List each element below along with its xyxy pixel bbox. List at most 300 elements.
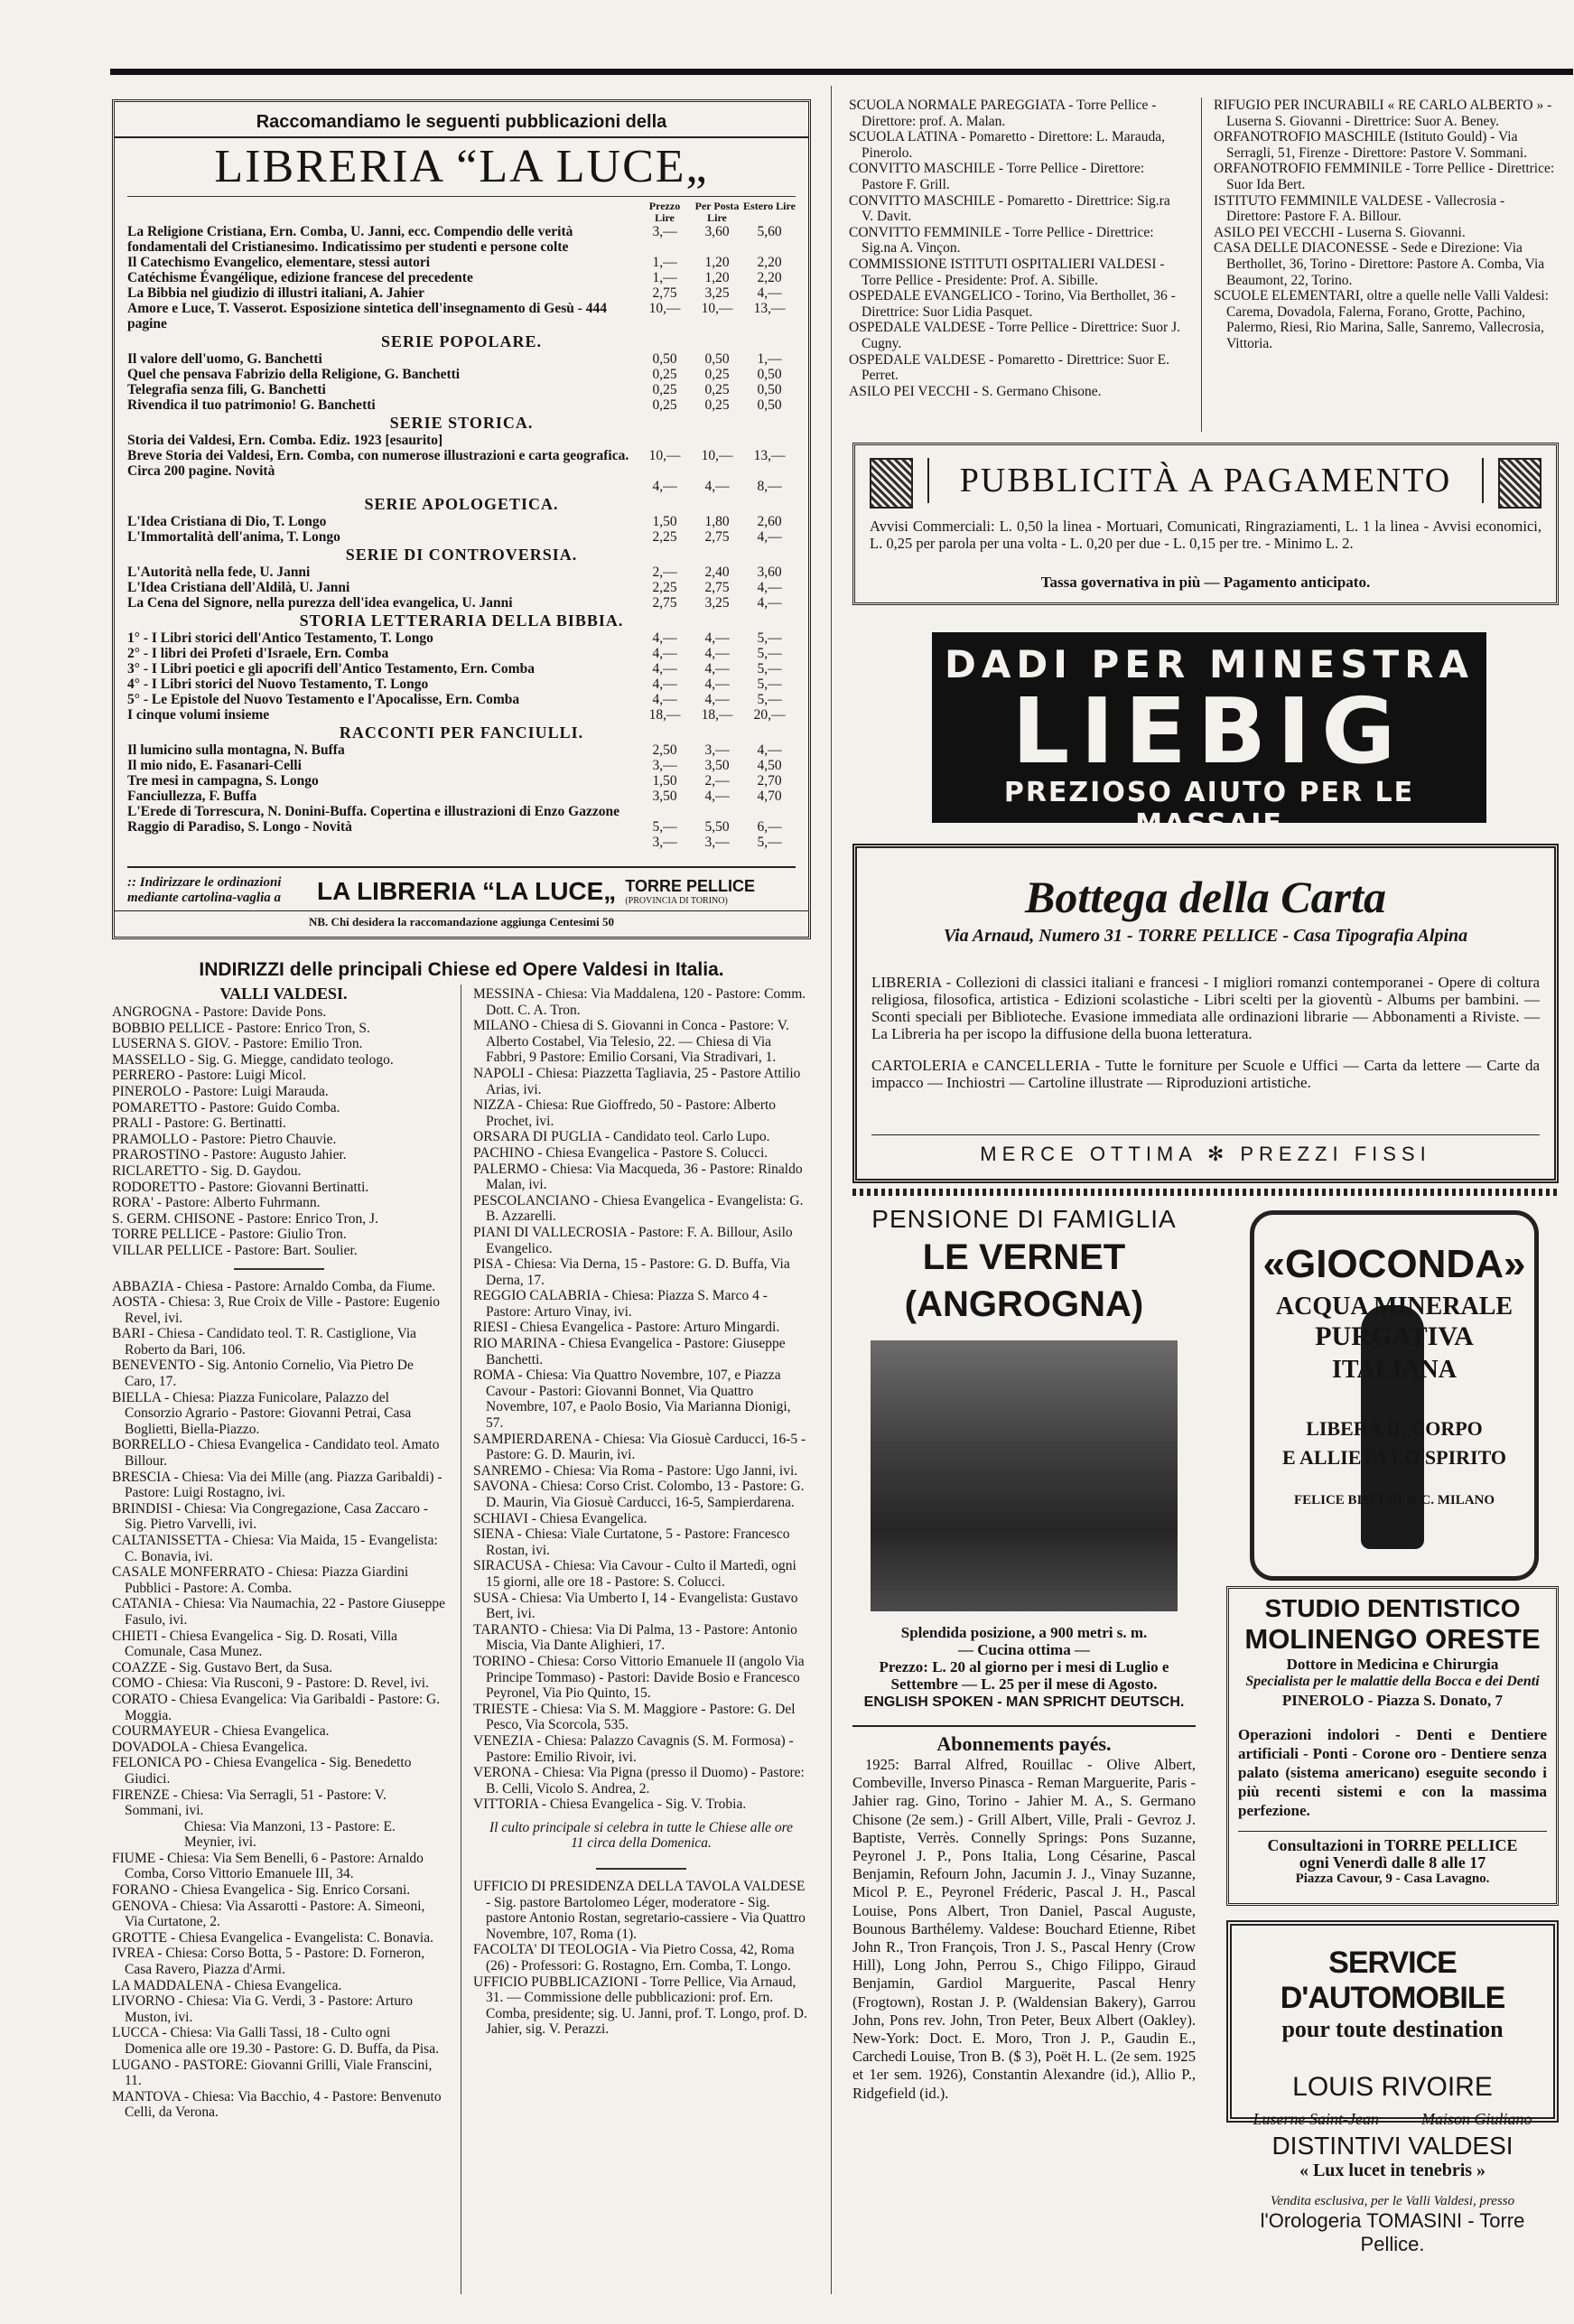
- address-entry: MASSELLO - Sig. G. Miegge, candidato teologo.: [112, 1051, 394, 1068]
- book-price: 4,—: [652, 677, 677, 692]
- book-price: 4,—: [757, 580, 782, 595]
- book-price: 3,50: [652, 789, 677, 804]
- book-row: [127, 367, 796, 382]
- address-entry: SCUOLA NORMALE PAREGGIATA - Torre Pellice - Direttore: prof. A. Malan.: [849, 98, 1157, 129]
- address-entry: MANTOVA - Chiesa: Via Bacchio, 4 - Pastore: Benvenuto Celli, da Verona.: [112, 2088, 442, 2121]
- decorative-border: [852, 1189, 1559, 1196]
- address-entry: PESCOLANCIANO - Chiesa Evangelica - Evangelista: G. B. Azzarelli.: [473, 1192, 804, 1225]
- pensione-text3: Prezzo: L. 20 al giorno per i mesi di Luglio e Settembre — L. 25 per il mese di Agosto.: [879, 1658, 1169, 1693]
- book-price: 3,—: [704, 742, 730, 758]
- book-row: [127, 433, 796, 448]
- book-row: [127, 804, 796, 819]
- address-entry: Chiesa: Via Manzoni, 13 - Pastore: E. Meynier, ivi.: [184, 1818, 396, 1851]
- book-price: 3,—: [704, 835, 730, 850]
- address-entry: OSPEDALE EVANGELICO - Torino, Via Berthollet, 36 - Direttrice: Suor Lidia Pasquet.: [849, 288, 1176, 320]
- book-title: I cinque volumi insieme: [127, 707, 270, 723]
- address-entry: FELONICA PO - Chiesa Evangelica - Sig. Benedetto Giudici.: [112, 1755, 412, 1787]
- book-price: 3,60: [704, 224, 730, 239]
- dentistico-title1: STUDIO DENTISTICO: [1264, 1594, 1521, 1622]
- book-price: 2,—: [652, 565, 677, 580]
- automobile-ad: [1226, 1920, 1559, 2128]
- book-price: 4,—: [704, 630, 730, 646]
- address-entry: PRALI - Pastore: G. Bertinatti.: [112, 1115, 286, 1132]
- book-price: 0,25: [652, 397, 677, 413]
- footer-instruction: :: Indirizzare le ordinazioni mediante cartolina-vaglia a: [127, 875, 282, 905]
- address-entry: BARI - Chiesa - Candidato teol. T. R. Castiglione, Via Roberto da Bari, 106.: [112, 1326, 417, 1358]
- book-row: [127, 773, 796, 789]
- book-price: 18,—: [701, 707, 733, 723]
- book-row: [127, 351, 796, 367]
- book-price: 1,50: [652, 773, 677, 789]
- series-heading: SERIE POPOLARE.: [380, 332, 543, 350]
- address-entry: CONVITTO FEMMINILE - Torre Pellice - Direttrice: Sig.na A. Vinçon.: [849, 224, 1154, 257]
- address-entry: PISA - Chiesa: Via Derna, 15 - Pastore: G. D. Buffa, Via Derna, 17.: [473, 1256, 790, 1288]
- book-price: 4,—: [652, 630, 677, 646]
- address-entry: TRIESTE - Chiesa: Via S. M. Maggiore - Pastore: G. Del Pesco, Via Scorcola, 535.: [473, 1701, 796, 1733]
- book-price: 4,—: [704, 479, 730, 494]
- book-price: 4,—: [704, 677, 730, 692]
- address-entry: RIO MARINA - Chiesa Evangelica - Pastore: Giuseppe Banchetti.: [473, 1336, 786, 1367]
- book-row: [127, 301, 796, 331]
- istituti-col: [1214, 98, 1557, 352]
- book-title: 3° - I Libri poetici e gli apocrifi dell'Antico Testamento, Ern. Comba: [127, 661, 535, 677]
- book-title: Fanciullezza, F. Buffa: [127, 789, 257, 804]
- book-price: 2,75: [652, 285, 677, 301]
- book-title: Tre mesi in campagna, S. Longo: [127, 773, 319, 789]
- bottega-ad: [852, 844, 1559, 1183]
- dentistico-cons1: Consultazioni in TORRE PELLICE: [1238, 1831, 1547, 1854]
- book-title: Il Catechismo Evangelico, elementare, stessi autori: [127, 255, 431, 270]
- address-entry: ASILO PEI VECCHI - Luserna S. Giovanni.: [1214, 224, 1466, 240]
- gioconda-brand: «GIOCONDA»: [1262, 1242, 1526, 1286]
- book-price: 5,—: [757, 677, 782, 692]
- book-price: 0,50: [757, 382, 782, 397]
- book-price: 4,—: [652, 692, 677, 707]
- book-price: 5,—: [757, 692, 782, 707]
- address-entry: FIRENZE - Chiesa: Via Serragli, 51 - Pastore: V. Sommani, ivi.: [112, 1787, 387, 1819]
- address-entry: CHIETI - Chiesa Evangelica - Sig. D. Rosati, Villa Comunale, Casa Munez.: [112, 1628, 398, 1660]
- address-entry: RODORETTO - Pastore: Giovanni Bertinatti.: [112, 1179, 369, 1195]
- address-entry: RICLARETTO - Sig. D. Gaydou.: [112, 1162, 302, 1179]
- book-price: 6,—: [757, 819, 782, 835]
- address-entry: SIRACUSA - Chiesa: Via Cavour - Culto il Martedì, ogni 15 giorni, alle ore 18 - Pastore: S. Colucci.: [473, 1558, 796, 1590]
- address-entry: SAVONA - Chiesa: Corso Crist. Colombo, 13 - Pastore: G. D. Maurin, Via Giosuè Carducci, 16-5, Sampierdarena.: [473, 1479, 805, 1510]
- address-entry: AOSTA - Chiesa: 3, Rue Croix de Ville - Pastore: Eugenio Revel, ivi.: [112, 1294, 441, 1326]
- book-price: 0,25: [704, 382, 730, 397]
- address-entry: DOVADOLA - Chiesa Evangelica.: [112, 1739, 308, 1755]
- address-entry: RIESI - Chiesa Evangelica - Pastore: Arturo Mingardi.: [473, 1320, 780, 1336]
- pensione-ad: [852, 1205, 1196, 1711]
- book-price: 4,—: [757, 285, 782, 301]
- book-price: 8,—: [757, 479, 782, 494]
- book-price: 4,—: [652, 661, 677, 677]
- address-entry: BRESCIA - Chiesa: Via dei Mille (ang. Piazza Garibaldi) - Pastore: Luigi Rostagno, ivi.: [112, 1469, 442, 1501]
- book-price: 2,—: [704, 773, 730, 789]
- book-row: [127, 646, 796, 661]
- address-entry: SUSA - Chiesa: Via Umberto I, 14 - Evangelista: Gustavo Bert, ivi.: [473, 1590, 798, 1622]
- book-price: 1,50: [652, 514, 677, 529]
- book-price: 5,50: [704, 819, 730, 835]
- book-price: 2,75: [704, 580, 730, 595]
- address-entry: UFFICIO DI PRESIDENZA DELLA TAVOLA VALDESE - Sig. pastore Bartolomeo Léger, moderatore - Sig. pastore Antonio Rostan, segretario-cassiere - Via Quattro Novembre, 107, Roma (1).: [473, 1879, 806, 1942]
- series-heading: RACCONTI PER FANCIULLI.: [339, 723, 584, 742]
- book-row: [127, 479, 796, 494]
- culto-note: Il culto principale si celebra in tutte le Chiese alle ore 11 circa della Domenica.: [489, 1819, 794, 1852]
- address-entry: CASA DELLE DIACONESSE - Sede e Direzione: Via Berthollet, 36, Torino - Direttore: Pastore A. Comba, Via Beaumont, 22, Torino.: [1214, 240, 1545, 288]
- dentistico-addr: PINEROLO - Piazza S. Donato, 7: [1281, 1692, 1504, 1709]
- liebig-ad: [932, 632, 1486, 840]
- address-entry: CASALE MONFERRATO - Chiesa: Piazza Giardini Pubblici - Pastore: A. Comba.: [112, 1564, 409, 1596]
- book-row: [127, 255, 796, 270]
- book-price: 0,25: [704, 367, 730, 382]
- address-entry: GROTTE - Chiesa Evangelica - Evangelista: C. Bonavia.: [112, 1929, 433, 1946]
- gioconda-maker: FELICE BISLERI & C. MILANO: [1293, 1493, 1495, 1507]
- book-row: [127, 224, 796, 255]
- address-entry: CONVITTO MASCHILE - Pomaretto - Direttrice: Sig.ra V. Davit.: [849, 192, 1170, 225]
- automobile-t5: Maison Giuliano: [1420, 2110, 1532, 2128]
- address-entry: SIENA - Chiesa: Viale Curtatone, 5 - Pastore: Francesco Rostan, ivi.: [473, 1526, 790, 1558]
- indirizzi-col2: [473, 986, 809, 2038]
- address-entry: BORRELLO - Chiesa Evangelica - Candidato teol. Amato Billour.: [112, 1437, 440, 1470]
- book-price: 4,—: [757, 742, 782, 758]
- address-entry: COAZZE - Sig. Gustavo Bert, da Susa.: [112, 1659, 333, 1675]
- address-entry: ISTITUTO FEMMINILE VALDESE - Vallecrosia - Direttore: Pastore F. A. Billour.: [1214, 192, 1505, 225]
- dentistico-cons2: ogni Venerdì dalle 8 alle 17: [1299, 1853, 1486, 1871]
- address-entry: RORA' - Pastore: Alberto Fuhrmann.: [112, 1195, 321, 1211]
- address-entry: MESSINA - Chiesa: Via Maddalena, 120 - Pastore: Comm. Dott. C. A. Tron.: [473, 986, 806, 1018]
- book-row: [127, 270, 796, 285]
- series-heading: SERIE STORICA.: [389, 414, 534, 432]
- book-price: 2,50: [652, 742, 677, 758]
- libreria-header: Raccomandiamo le seguenti pubblicazioni della: [115, 111, 808, 138]
- address-entry: VITTORIA - Chiesa Evangelica - Sig. V. Trobia.: [473, 1797, 747, 1813]
- book-price: 5,—: [757, 646, 782, 661]
- book-price: 3,—: [652, 224, 677, 239]
- dentistico-sub1: Dottore in Medicina e Chirurgia: [1286, 1656, 1499, 1673]
- address-entry: ORFANOTROFIO MASCHILE (Istituto Gould) - Via Serragli, 51, Firenze - Direttore: Pastore V. Sommani.: [1214, 129, 1528, 161]
- abonnements-title: Abonnements payés.: [852, 1725, 1196, 1756]
- address-entry: NAPOLI - Chiesa: Piazzetta Tagliavia, 25 - Pastore Attilio Arias, ivi.: [473, 1065, 801, 1097]
- series-heading: SERIE DI CONTROVERSIA.: [345, 546, 578, 564]
- book-price: 10,—: [701, 448, 733, 463]
- book-price: 1,—: [757, 351, 782, 367]
- address-entry: FIUME - Chiesa: Via Sem Benelli, 6 - Pastore: Arnaldo Comba, Corso Vittorio Emanuele III, 34.: [112, 1850, 424, 1882]
- book-row: [127, 742, 796, 758]
- book-price: 2,70: [757, 773, 782, 789]
- address-entry: NIZZA - Chiesa: Rue Gioffredo, 50 - Pastore: Alberto Prochet, ivi.: [473, 1097, 777, 1129]
- book-row: [127, 565, 796, 580]
- book-price: 2,20: [757, 270, 782, 285]
- address-entry: FORANO - Chiesa Evangelica - Sig. Enrico Corsani.: [112, 1882, 411, 1899]
- address-entry: POMARETTO - Pastore: Guido Comba.: [112, 1099, 340, 1115]
- address-entry: ANGROGNA - Pastore: Davide Pons.: [112, 1004, 327, 1020]
- book-price: 10,—: [648, 301, 681, 316]
- address-entry: VENEZIA - Chiesa: Palazzo Cavagnis (S. M. Formosa) - Pastore: Emilio Rivoir, ivi.: [473, 1732, 794, 1765]
- gioconda-l3: ITALIANA: [1332, 1356, 1457, 1384]
- address-entry: SCUOLA LATINA - Pomaretto - Direttore: L. Marauda, Pinerolo.: [849, 129, 1165, 161]
- footer-city: TORRE PELLICE: [625, 877, 755, 895]
- book-title: L'Idea Cristiana dell'Aldilà, U. Janni: [127, 580, 350, 595]
- address-entry: LUCCA - Chiesa: Via Galli Tassi, 18 - Culto ogni Domenica alle ore 19.30 - Pastore: G. D. Buffa, da Pisa.: [112, 2025, 439, 2057]
- distintivi-ad: [1226, 2132, 1559, 2256]
- book-row: [127, 580, 796, 595]
- address-entry: COURMAYEUR - Chiesa Evangelica.: [112, 1723, 330, 1740]
- book-price: 5,—: [757, 630, 782, 646]
- distintivi-t2: « Lux lucet in tenebris »: [1299, 2161, 1486, 2180]
- book-row: [127, 835, 796, 850]
- pensione-line1: PENSIONE DI FAMIGLIA: [871, 1205, 1177, 1233]
- address-entry: UFFICIO PUBBLICAZIONI - Torre Pellice, Via Arnaud, 31. — Commissione delle pubblicazioni: prof. Ern. Comba, presidente; sig. U. Janni, prof. T. Longo, prof. D. Jahier, sig. V. Perazzi.: [473, 1974, 807, 2038]
- book-price: 18,—: [648, 707, 681, 723]
- pensione-photo: [871, 1340, 1178, 1611]
- liebig-logo: LIEBIG: [1011, 678, 1407, 784]
- pensione-text2: — Cucina ottima —: [958, 1641, 1090, 1658]
- dentistico-body: Operazioni indolori - Denti e Dentiere artificiali - Ponti - Corone oro - Dentiere senza palato (sistema americano) eseguite secondo i più recenti sistemi e con la massima perfezione.: [1238, 1726, 1547, 1819]
- footer-nb: NB. Chi desidera la raccomandazione aggiunga Centesimi 50: [115, 910, 808, 929]
- book-title: 1° - I Libri storici dell'Antico Testamento, T. Longo: [127, 630, 433, 646]
- opere-col: [849, 98, 1183, 399]
- book-price: 0,25: [704, 397, 730, 413]
- address-entry: PIANI DI VALLECROSIA - Pastore: F. A. Billour, Asilo Evangelico.: [473, 1224, 793, 1256]
- book-title: Breve Storia dei Valdesi, Ern. Comba, con numerose illustrazioni e carta geografica. Circa 200 pagine. Novità: [127, 448, 629, 479]
- book-price: [638, 804, 691, 819]
- book-price: 10,—: [701, 301, 733, 316]
- book-price: 4,—: [704, 646, 730, 661]
- book-title: Amore e Luce, T. Vasserot. Esposizione sintetica dell'insegnamento di Gesù - 444 pagine: [127, 301, 608, 331]
- book-price: 3,—: [652, 835, 677, 850]
- address-entry: MILANO - Chiesa di S. Giovanni in Conca - Pastore: V. Alberto Costabel, Via Telesio, 22. — Chiesa di Via Fabbri, 9 Pastore: Emilio Corsani, Via Stradivari, 1.: [473, 1018, 789, 1066]
- address-entry: ABBAZIA - Chiesa - Pastore: Arnaldo Comba, da Fiume.: [112, 1278, 436, 1294]
- separator: [234, 1268, 324, 1270]
- book-price: 2,60: [757, 514, 782, 529]
- book-title: La Bibbia nel giudizio di illustri italiani, A. Jahier: [127, 285, 425, 301]
- address-entry: LIVORNO - Chiesa: Via G. Verdi, 3 - Pastore: Arturo Muston, ivi.: [112, 1993, 413, 2025]
- automobile-t2: pour toute destination: [1281, 2016, 1504, 2042]
- bottega-cartoleria: CARTOLERIA e CANCELLERIA - Tutte le forniture per Scuole e Uffici — Carta da lettere — Carte da impacco — Inchiostri — Cartoline illustrate — Riproduzioni artistiche.: [871, 1057, 1540, 1091]
- book-row: [127, 789, 796, 804]
- book-price: 2,75: [652, 595, 677, 611]
- bottega-motto: MERCE OTTIMA ✻ PREZZI FISSI: [871, 1134, 1540, 1166]
- top-rule: [110, 69, 1573, 75]
- book-row: [127, 514, 796, 529]
- bottega-libreria: LIBRERIA - Collezioni di classici italiani e francesi - I migliori romanzi contemporanei - Opere di coltura religiosa, filosofica, artistica - Edizioni scolastiche - Libri scelti per la gioventù - Albums per bambini. — Sconti speciali per Biblioteche. Evasione immediata alle ordinazioni librarie — Abbonamenti a Riviste. — La Libreria ha per iscopo la diffusione della buona letteratura.: [871, 974, 1540, 1042]
- book-price: 4,—: [704, 692, 730, 707]
- gioconda-ad: [1250, 1210, 1539, 1581]
- address-entry: S. GERM. CHISONE - Pastore: Enrico Tron, J.: [112, 1210, 378, 1227]
- indirizzi-title: INDIRIZZI delle principali Chiese ed Opere Valdesi in Italia.: [199, 959, 724, 980]
- address-entry: PRAROSTINO - Pastore: Augusto Jahier.: [112, 1147, 347, 1163]
- price-header: Estero Lire: [743, 200, 796, 212]
- bottega-address: Via Arnaud, Numero 31 - TORRE PELLICE - Casa Tipografia Alpina: [943, 926, 1468, 946]
- book-title: L'Autorità nella fede, U. Janni: [127, 565, 311, 580]
- address-entry: PACHINO - Chiesa Evangelica - Pastore S. Colucci.: [473, 1144, 768, 1161]
- indirizzi-col1: [112, 1004, 446, 2121]
- book-title: Il lumicino sulla montagna, N. Buffa: [127, 742, 345, 758]
- address-entry: BENEVENTO - Sig. Antonio Cornelio, Via Pietro De Caro, 17.: [112, 1358, 414, 1390]
- gioconda-l4: LIBERA IL CORPO: [1306, 1417, 1483, 1440]
- address-entry: CATANIA - Chiesa: Via Naumachia, 22 - Pastore Giuseppe Fasulo, ivi.: [112, 1596, 446, 1628]
- gioconda-l2: PURGATIVA: [1315, 1321, 1474, 1351]
- book-price: 1,80: [704, 514, 730, 529]
- pubblicita-title: PUBBLICITÀ A PAGAMENTO: [927, 458, 1484, 503]
- book-price: 0,25: [652, 367, 677, 382]
- book-title: Raggio di Paradiso, S. Longo - Novità: [127, 819, 352, 835]
- book-price: 20,—: [753, 707, 786, 723]
- address-entry: VILLAR PELLICE - Pastore: Bart. Soulier.: [112, 1242, 358, 1258]
- book-title: Il mio nido, E. Fasanari-Celli: [127, 758, 302, 773]
- address-entry: PRAMOLLO - Pastore: Pietro Chauvie.: [112, 1131, 337, 1147]
- address-entry: ORSARA DI PUGLIA - Candidato teol. Carlo Lupo.: [473, 1129, 770, 1145]
- book-title: Quel che pensava Fabrizio della Religione, G. Banchetti: [127, 367, 461, 382]
- book-price: [691, 804, 743, 819]
- indirizzi-subtitle: VALLI VALDESI.: [219, 985, 348, 1003]
- address-entry: SANREMO - Chiesa: Via Roma - Pastore: Ugo Janni, ivi.: [473, 1462, 798, 1479]
- address-entry: LA MADDALENA - Chiesa Evangelica.: [112, 1977, 342, 1993]
- book-price: [638, 433, 691, 448]
- libreria-title: LIBRERIA “LA LUCE„: [214, 141, 709, 192]
- book-price: 10,—: [648, 448, 681, 463]
- book-price: 4,—: [652, 646, 677, 661]
- address-entry: BRINDISI - Chiesa: Via Congregazione, Casa Zaccaro - Sig. Pietro Varvelli, ivi.: [112, 1500, 429, 1533]
- distintivi-t4: l'Orologeria TOMASINI - Torre Pellice.: [1260, 2209, 1525, 2255]
- series-heading: STORIA LETTERARIA DELLA BIBBIA.: [299, 611, 624, 630]
- book-price: 0,25: [652, 382, 677, 397]
- book-price: [743, 804, 796, 819]
- book-price: 4,—: [704, 789, 730, 804]
- address-entry: LUGANO - PASTORE: Giovanni Grilli, Viale Franscini, 11.: [112, 2057, 433, 2089]
- book-row: [127, 677, 796, 692]
- liebig-line1: DADI PER MINESTRA: [945, 642, 1474, 686]
- book-row: [127, 630, 796, 646]
- pensione-text1: Splendida posizione, a 900 metri s. m.: [900, 1624, 1148, 1641]
- price-header: Per Posta Lire: [694, 200, 740, 224]
- address-entry: SCUOLE ELEMENTARI, oltre a quelle nelle Valli Valdesi: Carema, Dovadola, Falerna, Forano, Grotte, Pachino, Palermo, Riesi, Rio Marina, Salle, Sanremo, Vallecrosia, Vittoria.: [1214, 288, 1549, 351]
- book-price: 4,—: [757, 595, 782, 611]
- ornament-icon: [1498, 458, 1541, 509]
- libreria-ad: [112, 99, 811, 939]
- book-price: [743, 433, 796, 448]
- series-heading: SERIE APOLOGETICA.: [364, 495, 559, 513]
- pensione-line2: LE VERNET (ANGROGNA): [904, 1237, 1144, 1324]
- automobile-t4: Luserne Saint-Jean: [1253, 2110, 1379, 2128]
- book-price: 5,—: [652, 819, 677, 835]
- book-price: 4,50: [757, 758, 782, 773]
- book-price: 1,—: [652, 255, 677, 270]
- book-row: [127, 529, 796, 545]
- address-entry: OSPEDALE VALDESE - Pomaretto - Direttrice: Suor E. Perret.: [849, 351, 1170, 384]
- book-price: 13,—: [753, 448, 786, 463]
- book-title: 5° - Le Epistole del Nuovo Testamento e l'Apocalisse, Ern. Comba: [127, 692, 520, 707]
- book-price: 13,—: [753, 301, 786, 316]
- book-price: 4,—: [757, 529, 782, 545]
- distintivi-t3: Vendita esclusiva, per le Valli Valdesi, presso: [1270, 2194, 1515, 2208]
- address-entry: BIELLA - Chiesa: Piazza Funicolare, Palazzo del Consorzio Agrario - Pastore: Giovanni Petrai, Casa Boglietti, Biella-Piazzo.: [112, 1389, 412, 1437]
- book-price: 2,75: [704, 529, 730, 545]
- book-price: 1,20: [704, 255, 730, 270]
- gioconda-l5: E ALLIETA LO SPIRITO: [1281, 1446, 1506, 1469]
- address-entry: COMMISSIONE ISTITUTI OSPITALIERI VALDESI - Torre Pellice - Presidente: Prof. A. Sibille.: [849, 256, 1165, 288]
- book-title: Catéchisme Évangélique, edizione francese del precedente: [127, 270, 473, 285]
- book-title: La Cena del Signore, nella purezza dell'idea evangelica, U. Janni: [127, 595, 513, 611]
- dentistico-cons3: Piazza Cavour, 9 - Casa Lavagno.: [1295, 1871, 1490, 1886]
- book-row: [127, 661, 796, 677]
- book-row: [127, 595, 796, 611]
- gioconda-l1: ACQUA MINERALE: [1275, 1293, 1513, 1321]
- book-price: 3,25: [704, 595, 730, 611]
- address-entry: CONVITTO MASCHILE - Torre Pellice - Direttore: Pastore F. Grill.: [849, 161, 1145, 192]
- book-row: [127, 397, 796, 413]
- book-title: Telegrafia senza fili, G. Banchetti: [127, 382, 326, 397]
- book-price: 3,—: [652, 758, 677, 773]
- automobile-t1: SERVICE D'AUTOMOBILE: [1280, 1946, 1505, 2015]
- distintivi-t1: DISTINTIVI VALDESI: [1271, 2132, 1513, 2160]
- address-entry: GENOVA - Chiesa: Via Assarotti - Pastore: A. Simeoni, Via Curtatone, 2.: [112, 1898, 425, 1930]
- address-entry: REGGIO CALABRIA - Chiesa: Piazza S. Marco 4 - Pastore: Arturo Vinay, ivi.: [473, 1288, 768, 1320]
- book-price: 0,50: [652, 351, 677, 367]
- book-title: [127, 835, 638, 850]
- book-row: [127, 707, 796, 723]
- ornament-icon: [870, 458, 913, 509]
- book-row: [127, 382, 796, 397]
- book-title: L'Immortalità dell'anima, T. Longo: [127, 529, 340, 545]
- book-price: 2,40: [704, 565, 730, 580]
- price-header: Prezzo Lire: [648, 200, 681, 224]
- dentistico-ad: [1226, 1586, 1559, 1906]
- address-entry: IVREA - Chiesa: Corso Botta, 5 - Pastore: D. Forneron, Casa Ravero, Piazza d'Armi.: [112, 1946, 425, 1978]
- book-price: 0,50: [704, 351, 730, 367]
- book-price: 2,25: [652, 580, 677, 595]
- pensione-text4: ENGLISH SPOKEN - MAN SPRICHT DEUTSCH.: [863, 1694, 1185, 1710]
- book-price: 3,25: [704, 285, 730, 301]
- footer-brand: LA LIBRERIA “LA LUCE„: [317, 877, 617, 905]
- book-title: [127, 479, 638, 494]
- liebig-line3: PREZIOSO AIUTO PER LE MASSAIE: [1003, 777, 1415, 840]
- address-entry: PINEROLO - Pastore: Luigi Marauda.: [112, 1083, 329, 1099]
- book-price: 4,—: [704, 661, 730, 677]
- dentistico-sub2: Specialista per le malattie della Bocca e dei Denti: [1245, 1674, 1540, 1689]
- book-title: L'Idea Cristiana di Dio, T. Longo: [127, 514, 327, 529]
- pubblicita-text: Avvisi Commerciali: L. 0,50 la linea - Mortuari, Comunicati, Ringraziamenti, L. 1 la linea - Avvisi economici, L. 0,25 per parola per una volta - L. 0,20 per due - L. 0,15 per tre. - Minimo L. 2.: [870, 518, 1541, 552]
- book-price: 1,—: [652, 270, 677, 285]
- address-entry: PERRERO - Pastore: Luigi Micol.: [112, 1068, 306, 1084]
- address-entry: ORFANOTROFIO FEMMINILE - Torre Pellice - Direttrice: Suor Ida Bert.: [1214, 161, 1555, 192]
- book-price: 2,25: [652, 529, 677, 545]
- separator: [596, 1868, 686, 1870]
- address-entry: CALTANISSETTA - Chiesa: Via Maida, 15 - Evangelista: C. Bonavia, ivi.: [112, 1533, 438, 1564]
- address-entry: TARANTO - Chiesa: Via Di Palma, 13 - Pastore: Antonio Miscia, Via Dante Alighieri, 17.: [473, 1621, 797, 1654]
- column-divider: [831, 86, 832, 2294]
- book-price: 2,20: [757, 255, 782, 270]
- book-title: Rivendica il tuo patrimonio! G. Banchetti: [127, 397, 376, 413]
- book-price: 0,50: [757, 367, 782, 382]
- book-price: 5,60: [757, 224, 782, 239]
- address-entry: PALERMO - Chiesa: Via Macqueda, 36 - Pastore: Rinaldo Malan, ivi.: [473, 1161, 803, 1193]
- book-price: 0,50: [757, 397, 782, 413]
- book-price: [691, 433, 743, 448]
- book-price: 4,—: [652, 479, 677, 494]
- pubblicita-tassa: Tassa governativa in più — Pagamento anticipato.: [1040, 574, 1371, 591]
- address-entry: BOBBIO PELLICE - Pastore: Enrico Tron, S.: [112, 1020, 370, 1036]
- book-price: 3,50: [704, 758, 730, 773]
- book-price: 4,70: [757, 789, 782, 804]
- address-entry: LUSERNA S. GIOV. - Pastore: Emilio Tron.: [112, 1036, 363, 1052]
- address-entry: ROMA - Chiesa: Via Quattro Novembre, 107, e Piazza Cavour - Pastori: Giovanni Bonnet, Via Quattro Novembre, 107, e Paolo Bosio, Via Marianna Dionigi, 57.: [473, 1367, 791, 1432]
- book-title: Storia dei Valdesi, Ern. Comba. Ediz. 1923 [esaurito]: [127, 433, 443, 448]
- bottega-title: Bottega della Carta: [1025, 872, 1386, 922]
- address-entry: COMO - Chiesa: Via Rusconi, 9 - Pastore: D. Revel, ivi.: [112, 1675, 429, 1692]
- address-entry: SCHIAVI - Chiesa Evangelica.: [473, 1510, 647, 1526]
- book-title: L'Erede di Torrescura, N. Donini-Buffa. Copertina e illustrazioni di Enzo Gazzone: [127, 804, 619, 819]
